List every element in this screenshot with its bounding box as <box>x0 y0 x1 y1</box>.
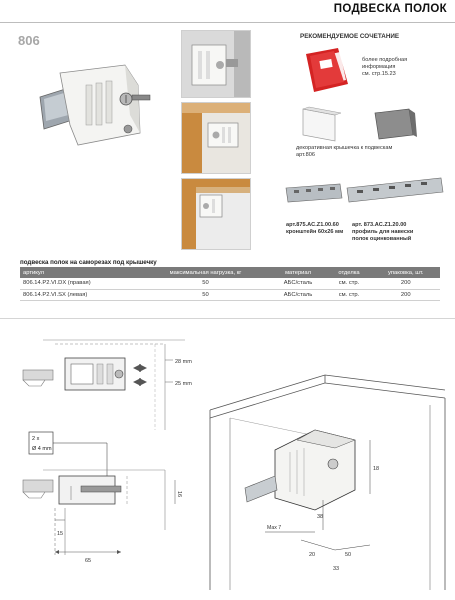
cap-note <box>296 145 392 159</box>
info-note <box>362 57 407 78</box>
iso-dim-20: 20 <box>309 552 316 558</box>
col-finish: отделка <box>327 267 372 278</box>
info-line-1: более подробная <box>362 57 408 63</box>
iso-dim-33: 33 <box>333 566 340 572</box>
cell-package: 200 <box>371 289 440 300</box>
screws-count: 2 x <box>32 436 40 442</box>
cell-article: 806.14.P2.VI.DX (правая) <box>20 278 141 289</box>
section-divider <box>0 318 455 319</box>
cap-line-1: декоративная крышечка к подвескам <box>296 145 393 151</box>
spec-table <box>20 267 440 301</box>
col-package: упаковка, шт. <box>371 267 440 278</box>
dim-15-label: 15 <box>57 531 64 537</box>
mounted-photo-3 <box>181 178 251 250</box>
iso-dim-max: Max 7 <box>267 525 282 531</box>
col-material: материал <box>270 267 327 278</box>
profile-line-2: профиль для навески <box>352 229 414 235</box>
cell-material: АБС/сталь <box>270 289 327 300</box>
table-row <box>20 278 440 289</box>
profile-line-1: арт. 873.AC.Z1.20.00 <box>352 222 407 228</box>
col-article: артикул <box>20 267 141 278</box>
profile-note <box>352 222 413 243</box>
col-max-load: максимальная нагрузка, кг <box>141 267 269 278</box>
product-main-image <box>30 55 160 165</box>
cell-finish: см. стр. <box>327 289 372 300</box>
profile-line-3: полок оцинкованный <box>352 236 412 242</box>
decorative-cap-images <box>295 105 445 145</box>
info-line-3: см. стр.15.23 <box>362 71 396 77</box>
dim-16-label: 16 <box>176 491 182 498</box>
bracket-line-2: кронштейн 60х26 мм <box>286 229 344 235</box>
cell-material: АБС/сталь <box>270 278 327 289</box>
dim-28-label: 28 mm <box>175 359 192 365</box>
dim-25-label: 25 mm <box>175 381 192 387</box>
cell-max-load: 50 <box>141 289 269 300</box>
profile-rail-image <box>345 176 445 206</box>
table-row <box>20 289 440 300</box>
cell-finish: см. стр. <box>327 278 372 289</box>
info-line-2: информация <box>362 64 396 70</box>
recommended-title: РЕКОМЕНДУЕМОЕ СОЧЕТАНИЕ <box>300 33 400 40</box>
mounted-photo-1 <box>181 30 251 98</box>
bracket-line-1: арт.875.AC.Z1.00.60 <box>286 222 339 228</box>
bracket-rail-image <box>284 182 344 206</box>
product-code: 806 <box>18 33 40 48</box>
cap-line-2: арт.806 <box>296 152 315 158</box>
cell-package: 200 <box>371 278 440 289</box>
technical-drawing-left <box>15 330 205 590</box>
cell-max-load: 50 <box>141 278 269 289</box>
catalog-folder-icon <box>300 46 355 94</box>
page-header <box>0 0 455 28</box>
table-title: подвеска полок на саморезах под крышечку <box>20 259 157 266</box>
header-rule <box>0 22 455 23</box>
iso-dim-18: 18 <box>373 466 380 472</box>
mounted-photo-2 <box>181 102 251 174</box>
table-header-row <box>20 267 440 278</box>
iso-dim-50: 50 <box>345 552 352 558</box>
technical-drawing-isometric <box>205 360 450 595</box>
iso-dim-38: 38 <box>317 514 324 520</box>
cell-article: 806.14.P2.VI.SX (левая) <box>20 289 141 300</box>
bracket-note <box>286 222 343 236</box>
page-title: ПОДВЕСКА ПОЛОК <box>326 3 447 15</box>
dim-65-label: 65 <box>85 558 92 564</box>
screw-diameter: Ø 4 mm <box>32 446 52 452</box>
